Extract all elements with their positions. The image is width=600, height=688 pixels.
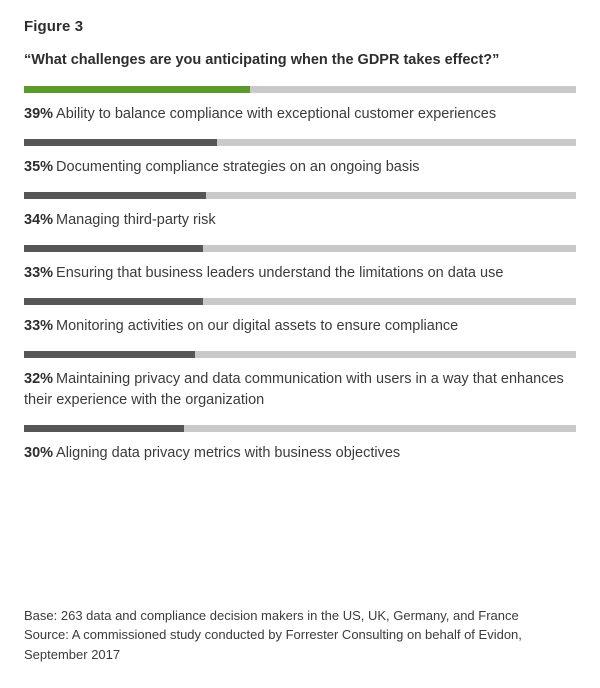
bar-category: Ensuring that business leaders understand the limitations on data use: [56, 264, 504, 281]
bar-value: 33%: [24, 317, 54, 334]
bar-track: [24, 192, 576, 199]
bar-label: [24, 104, 578, 125]
bar-label: [24, 369, 578, 411]
bar-category: Maintaining privacy and data communication with users in a way that enhances their experience with the organization: [24, 370, 564, 408]
bar-value: 39%: [24, 105, 54, 122]
bar-label: [24, 157, 578, 178]
bar-value: 33%: [24, 264, 54, 281]
bar-fill: [24, 139, 217, 146]
bar-value: 34%: [24, 211, 54, 228]
bar-category: Documenting compliance strategies on an ongoing basis: [56, 158, 420, 175]
bar-fill: [24, 425, 184, 432]
bar-category: Aligning data privacy metrics with business objectives: [56, 444, 401, 461]
bar-row: [22, 298, 578, 337]
bar-row: [22, 192, 578, 231]
bar-track: [24, 245, 576, 252]
bar-value: 30%: [24, 444, 54, 461]
bar-value: 32%: [24, 370, 54, 387]
bar-track: [24, 139, 576, 146]
bar-label: [24, 263, 578, 284]
bar-category: Ability to balance compliance with exceptional customer experiences: [56, 105, 497, 122]
bar-category: Managing third-party risk: [56, 211, 216, 228]
bar-track: [24, 425, 576, 432]
figure-title: “What challenges are you anticipating when the GDPR takes effect?”: [24, 52, 500, 68]
bar-row: [22, 245, 578, 284]
footnote-base: Base: 263 data and compliance decision makers in the US, UK, Germany, and France: [24, 607, 519, 623]
bar-label: [24, 210, 578, 231]
bar-fill: [24, 298, 203, 305]
figure-label: Figure 3: [24, 18, 84, 35]
bar-track: [24, 86, 576, 93]
bar-fill: [24, 86, 250, 93]
bar-row: [22, 351, 578, 411]
bar-fill: [24, 351, 195, 358]
bar-chart: [22, 86, 578, 464]
bar-fill: [24, 245, 203, 252]
bar-fill: [24, 192, 206, 199]
footnote: [24, 606, 584, 665]
bar-value: 35%: [24, 158, 54, 175]
bar-row: [22, 86, 578, 125]
bar-label: [24, 316, 578, 337]
bar-track: [24, 298, 576, 305]
bar-category: Monitoring activities on our digital assets to ensure compliance: [56, 317, 459, 334]
bar-label: [24, 443, 578, 464]
bar-row: [22, 139, 578, 178]
bar-row: [22, 425, 578, 464]
footnote-source: Source: A commissioned study conducted by Forrester Consulting on behalf of Evidon, September 2017: [24, 627, 526, 662]
bar-track: [24, 351, 576, 358]
